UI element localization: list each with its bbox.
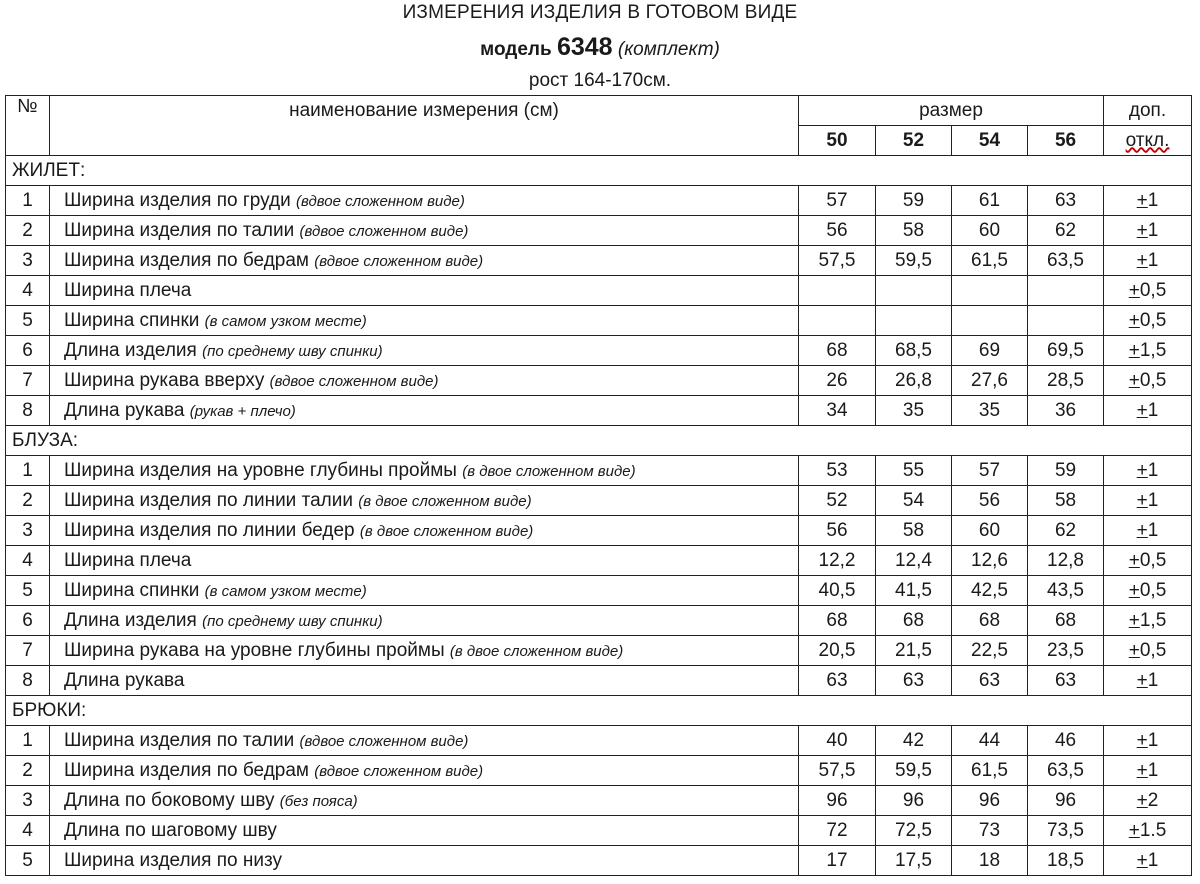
tolerance-cell — [1104, 636, 1192, 666]
size-value-52: 54 — [876, 486, 952, 516]
table-row — [6, 636, 1192, 666]
size-value-52: 35 — [876, 396, 952, 426]
size-value-56: 18,5 — [1028, 846, 1104, 876]
measurement-name-cell — [50, 456, 799, 486]
tolerance-cell — [1104, 726, 1192, 756]
col-number-header: № — [6, 96, 50, 156]
row-number: 3 — [6, 246, 50, 276]
measurement-name-cell — [50, 306, 799, 336]
size-value-52: 96 — [876, 786, 952, 816]
size-value-50: 20,5 — [799, 636, 876, 666]
tolerance-value: +0,5 — [1128, 369, 1167, 391]
row-number: 7 — [6, 636, 50, 666]
size-value-54: 61 — [952, 186, 1028, 216]
size-value-56 — [1028, 276, 1104, 306]
section-row — [6, 156, 1192, 186]
size-value-50: 40 — [799, 726, 876, 756]
measurement-name: Длина изделия — [64, 609, 197, 631]
size-value-50: 52 — [799, 486, 876, 516]
measurement-note: (в самом узком месте) — [204, 582, 367, 600]
col-name-header: наименование измерения (см) — [50, 96, 799, 156]
row-number: 1 — [6, 726, 50, 756]
measurements-table — [5, 95, 1192, 876]
tolerance-cell — [1104, 486, 1192, 516]
tolerance-abbr: откл. — [1125, 129, 1170, 151]
model-note: (комплект) — [617, 39, 720, 60]
size-value-56: 59 — [1028, 456, 1104, 486]
size-value-56: 63,5 — [1028, 756, 1104, 786]
size-value-56: 12,8 — [1028, 546, 1104, 576]
measurement-name: Длина по боковому шву — [64, 789, 275, 811]
measurement-name-cell — [50, 546, 799, 576]
measurement-name: Ширина рукава на уровне глубины проймы — [64, 639, 445, 661]
measurement-note: (по среднему шву спинки) — [202, 612, 383, 630]
tolerance-value: +1 — [1136, 669, 1159, 691]
size-value-52: 68 — [876, 606, 952, 636]
size-value-56: 63 — [1028, 186, 1104, 216]
size-value-56: 63,5 — [1028, 246, 1104, 276]
size-value-50: 53 — [799, 456, 876, 486]
measurement-name-cell — [50, 666, 799, 696]
measurement-name-cell — [50, 846, 799, 876]
section-title: ЖИЛЕТ: — [6, 156, 1192, 186]
size-value-56: 68 — [1028, 606, 1104, 636]
measurement-name-cell — [50, 486, 799, 516]
measurement-name-cell — [50, 576, 799, 606]
measurement-note: (вдвое сложенном виде) — [296, 192, 465, 210]
table-row — [6, 396, 1192, 426]
measurement-name: Ширина изделия по талии — [64, 729, 295, 751]
table-row — [6, 666, 1192, 696]
size-value-52: 55 — [876, 456, 952, 486]
tolerance-value: +1.5 — [1128, 819, 1167, 841]
table-row — [6, 786, 1192, 816]
measurement-name-cell — [50, 366, 799, 396]
size-value-52: 72,5 — [876, 816, 952, 846]
size-value-54: 12,6 — [952, 546, 1028, 576]
tolerance-value: +0,5 — [1128, 639, 1167, 661]
size-value-52: 58 — [876, 216, 952, 246]
size-value-50: 72 — [799, 816, 876, 846]
size-value-56: 69,5 — [1028, 336, 1104, 366]
row-number: 2 — [6, 756, 50, 786]
table-row — [6, 486, 1192, 516]
size-value-54: 60 — [952, 216, 1028, 246]
size-value-52: 26,8 — [876, 366, 952, 396]
tolerance-cell — [1104, 186, 1192, 216]
measurement-note: (вдвое сложенном виде) — [269, 372, 439, 390]
measurement-note: (вдвое сложенном виде) — [299, 732, 469, 750]
measurement-note: (по среднему шву спинки) — [202, 342, 383, 360]
measurement-note: (в двое сложенном виде) — [359, 522, 534, 540]
size-value-50 — [799, 276, 876, 306]
measurement-name: Ширина спинки — [64, 309, 200, 331]
size-value-54 — [952, 306, 1028, 336]
measurement-name: Ширина изделия по линии бедер — [64, 519, 355, 541]
size-value-50: 40,5 — [799, 576, 876, 606]
measurement-name-cell — [50, 816, 799, 846]
size-value-56: 73,5 — [1028, 816, 1104, 846]
tolerance-value: +1 — [1136, 249, 1159, 271]
measurement-name: Ширина изделия по бедрам — [64, 249, 309, 271]
tolerance-value: +1,5 — [1128, 609, 1167, 631]
size-value-50: 56 — [799, 516, 876, 546]
tolerance-cell — [1104, 396, 1192, 426]
measurement-note: (в самом узком месте) — [204, 312, 367, 330]
table-row — [6, 186, 1192, 216]
col-tolerance-header-bottom — [1104, 126, 1192, 156]
size-value-56: 28,5 — [1028, 366, 1104, 396]
size-value-54: 68 — [952, 606, 1028, 636]
size-value-50: 26 — [799, 366, 876, 396]
tolerance-cell — [1104, 576, 1192, 606]
size-value-52: 63 — [876, 666, 952, 696]
size-value-56: 23,5 — [1028, 636, 1104, 666]
size-value-52: 58 — [876, 516, 952, 546]
measurement-name-cell — [50, 276, 799, 306]
row-number: 5 — [6, 846, 50, 876]
model-number: 6348 — [556, 33, 613, 61]
tolerance-value: +0,5 — [1128, 579, 1167, 601]
measurement-name: Ширина рукава вверху — [64, 369, 265, 391]
col-size-header: размер — [799, 96, 1104, 126]
section-title: БРЮКИ: — [6, 696, 1192, 726]
size-value-54: 61,5 — [952, 246, 1028, 276]
row-number: 7 — [6, 366, 50, 396]
tolerance-value: +1 — [1136, 189, 1159, 211]
size-value-52: 59,5 — [876, 246, 952, 276]
size-value-52: 21,5 — [876, 636, 952, 666]
table-row — [6, 756, 1192, 786]
measurement-name-cell — [50, 756, 799, 786]
tolerance-cell — [1104, 666, 1192, 696]
row-number: 5 — [6, 306, 50, 336]
tolerance-value: +1 — [1136, 219, 1159, 241]
model-line — [0, 33, 1200, 62]
size-value-56: 62 — [1028, 216, 1104, 246]
size-value-50: 68 — [799, 606, 876, 636]
measurement-name: Ширина спинки — [64, 579, 200, 601]
measurement-note: (вдвое сложенном виде) — [299, 222, 469, 240]
row-number: 6 — [6, 606, 50, 636]
size-value-50: 57,5 — [799, 756, 876, 786]
size-value-56: 58 — [1028, 486, 1104, 516]
measurement-name-cell — [50, 246, 799, 276]
table-row — [6, 276, 1192, 306]
table-row — [6, 816, 1192, 846]
size-value-50 — [799, 306, 876, 336]
size-value-54: 73 — [952, 816, 1028, 846]
tolerance-cell — [1104, 756, 1192, 786]
section-title: БЛУЗА: — [6, 426, 1192, 456]
table-row — [6, 306, 1192, 336]
measurement-note: (без пояса) — [279, 792, 358, 810]
tolerance-value: +0,5 — [1128, 309, 1167, 331]
size-value-54: 22,5 — [952, 636, 1028, 666]
tolerance-cell — [1104, 246, 1192, 276]
measurement-name: Длина по шаговому шву — [64, 819, 277, 841]
size-value-52: 17,5 — [876, 846, 952, 876]
tolerance-cell — [1104, 306, 1192, 336]
size-header-54: 54 — [952, 126, 1028, 156]
tolerance-cell — [1104, 516, 1192, 546]
row-number: 8 — [6, 666, 50, 696]
size-value-54: 27,6 — [952, 366, 1028, 396]
height-range: рост 164-170см. — [528, 70, 672, 91]
tolerance-value: +1 — [1136, 459, 1159, 481]
tolerance-value: +1 — [1136, 759, 1159, 781]
size-value-54: 63 — [952, 666, 1028, 696]
tolerance-cell — [1104, 456, 1192, 486]
tolerance-value: +1 — [1136, 849, 1159, 871]
measurement-name: Ширина плеча — [64, 279, 192, 301]
size-value-50: 68 — [799, 336, 876, 366]
size-value-54: 56 — [952, 486, 1028, 516]
tolerance-cell — [1104, 846, 1192, 876]
header-row-top — [6, 96, 1192, 126]
measurement-name-cell — [50, 336, 799, 366]
section-row — [6, 426, 1192, 456]
row-number: 3 — [6, 786, 50, 816]
size-value-54: 57 — [952, 456, 1028, 486]
table-row — [6, 576, 1192, 606]
measurement-name: Длина рукава — [64, 669, 185, 691]
size-value-54: 61,5 — [952, 756, 1028, 786]
tolerance-cell — [1104, 546, 1192, 576]
tolerance-value: +1 — [1136, 519, 1159, 541]
tolerance-cell — [1104, 816, 1192, 846]
measurement-note: (в двое сложенном виде) — [462, 462, 636, 480]
size-value-54 — [952, 276, 1028, 306]
row-number: 1 — [6, 186, 50, 216]
size-value-52: 42 — [876, 726, 952, 756]
tolerance-cell — [1104, 276, 1192, 306]
measurement-name-cell — [50, 636, 799, 666]
measurement-note: (в двое сложенном виде) — [449, 642, 624, 660]
size-value-54: 42,5 — [952, 576, 1028, 606]
measurement-name: Ширина плеча — [64, 549, 192, 571]
table-row — [6, 336, 1192, 366]
size-value-56: 63 — [1028, 666, 1104, 696]
tolerance-value: +0,5 — [1128, 549, 1167, 571]
size-value-54: 96 — [952, 786, 1028, 816]
size-value-52: 41,5 — [876, 576, 952, 606]
tolerance-value: +0,5 — [1128, 279, 1167, 301]
size-header-50: 50 — [799, 126, 876, 156]
size-value-50: 17 — [799, 846, 876, 876]
size-value-56: 62 — [1028, 516, 1104, 546]
measurement-name: Длина изделия — [64, 339, 197, 361]
tolerance-value: +2 — [1136, 789, 1159, 811]
tolerance-value: +1 — [1136, 399, 1159, 421]
row-number: 4 — [6, 276, 50, 306]
row-number: 4 — [6, 816, 50, 846]
section-row — [6, 696, 1192, 726]
measurement-note: (рукав + плечо) — [189, 402, 296, 420]
model-word: модель — [480, 39, 552, 60]
size-header-52: 52 — [876, 126, 952, 156]
measurement-note: (вдвое сложенном виде) — [314, 252, 484, 270]
row-number: 4 — [6, 546, 50, 576]
size-value-52 — [876, 306, 952, 336]
measurement-name-cell — [50, 396, 799, 426]
measurement-name: Ширина изделия по груди — [64, 189, 291, 211]
measurement-name: Ширина изделия по линии талии — [64, 489, 353, 511]
table-row — [6, 246, 1192, 276]
tolerance-cell — [1104, 366, 1192, 396]
size-value-56: 43,5 — [1028, 576, 1104, 606]
tolerance-cell — [1104, 216, 1192, 246]
size-value-52: 68,5 — [876, 336, 952, 366]
size-value-50: 57,5 — [799, 246, 876, 276]
measurement-note: (в двое сложенном виде) — [358, 492, 532, 510]
tolerance-cell — [1104, 786, 1192, 816]
size-value-50: 34 — [799, 396, 876, 426]
tolerance-cell — [1104, 606, 1192, 636]
table-row — [6, 606, 1192, 636]
size-value-50: 57 — [799, 186, 876, 216]
size-value-50: 63 — [799, 666, 876, 696]
row-number: 2 — [6, 216, 50, 246]
size-header-56: 56 — [1028, 126, 1104, 156]
size-value-54: 35 — [952, 396, 1028, 426]
table-row — [6, 846, 1192, 876]
measurement-name-cell — [50, 216, 799, 246]
table-row — [6, 516, 1192, 546]
size-value-52: 59,5 — [876, 756, 952, 786]
table-row — [6, 546, 1192, 576]
measurement-name-cell — [50, 786, 799, 816]
measurement-name: Длина рукава — [64, 399, 185, 421]
size-value-50: 12,2 — [799, 546, 876, 576]
size-value-54: 18 — [952, 846, 1028, 876]
measurement-name-cell — [50, 516, 799, 546]
row-number: 6 — [6, 336, 50, 366]
size-value-50: 96 — [799, 786, 876, 816]
row-number: 3 — [6, 516, 50, 546]
table-row — [6, 456, 1192, 486]
size-value-56: 96 — [1028, 786, 1104, 816]
size-value-56: 46 — [1028, 726, 1104, 756]
measurement-name-cell — [50, 726, 799, 756]
size-value-52: 12,4 — [876, 546, 952, 576]
row-number: 1 — [6, 456, 50, 486]
tolerance-cell — [1104, 336, 1192, 366]
size-value-52: 59 — [876, 186, 952, 216]
table-row — [6, 366, 1192, 396]
measurement-name: Ширина изделия по бедрам — [64, 759, 309, 781]
tolerance-value: +1,5 — [1128, 339, 1167, 361]
col-tolerance-header-top: доп. — [1104, 96, 1192, 126]
row-number: 2 — [6, 486, 50, 516]
document-title: ИЗМЕРЕНИЯ ИЗДЕЛИЯ В ГОТОВОМ ВИДЕ — [402, 2, 798, 23]
measurement-name: Ширина изделия по низу — [64, 849, 282, 871]
size-value-54: 60 — [952, 516, 1028, 546]
measurement-name-cell — [50, 186, 799, 216]
size-value-52 — [876, 276, 952, 306]
measurement-name: Ширина изделия по талии — [64, 219, 295, 241]
row-number: 5 — [6, 576, 50, 606]
tolerance-value: +1 — [1136, 729, 1159, 751]
size-value-56 — [1028, 306, 1104, 336]
table-row — [6, 216, 1192, 246]
measurement-name: Ширина изделия на уровне глубины проймы — [64, 459, 457, 481]
size-value-54: 44 — [952, 726, 1028, 756]
measurement-note: (вдвое сложенном виде) — [314, 762, 484, 780]
table-row — [6, 726, 1192, 756]
row-number: 8 — [6, 396, 50, 426]
size-value-54: 69 — [952, 336, 1028, 366]
tolerance-value: +1 — [1136, 489, 1159, 511]
size-value-56: 36 — [1028, 396, 1104, 426]
size-value-50: 56 — [799, 216, 876, 246]
measurement-name-cell — [50, 606, 799, 636]
